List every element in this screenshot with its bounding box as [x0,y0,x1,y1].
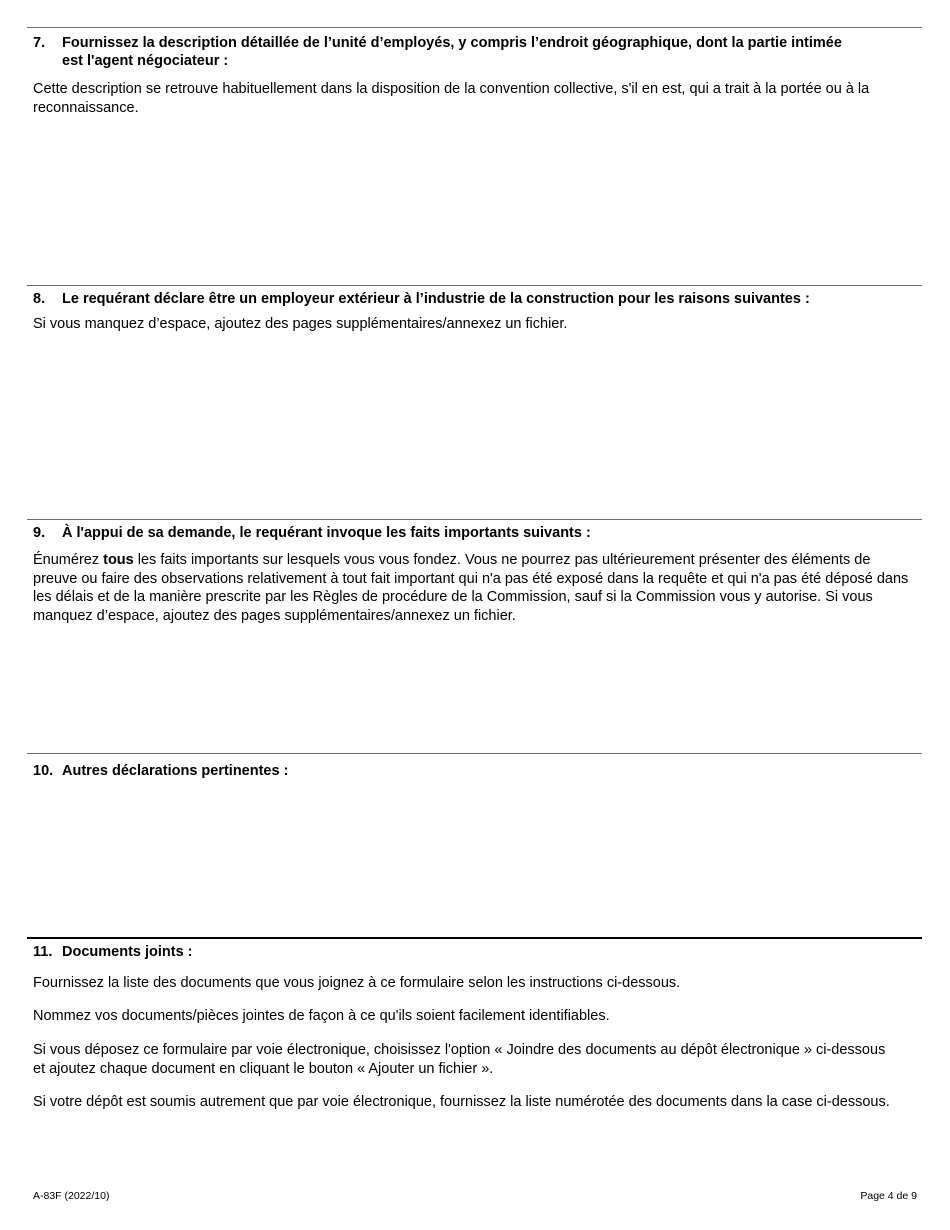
section-11-paragraph-2: Nommez vos documents/pièces jointes de façon à ce qu'ils soient facilement identifiables. [33,1008,610,1024]
section-11-title [33,943,913,961]
section-8-response-field[interactable] [30,338,920,516]
section-7-title-line1: Fournissez la description détaillée de l’unité d’employés, y compris l’endroit géographique, dont la partie intimée [62,35,842,51]
section-9-response-field[interactable] [30,630,920,750]
section-7-divider [27,27,922,28]
section-8-title-text: Le requérant déclare être un employeur extérieur à l’industrie de la construction pour les raisons suivantes : [62,291,810,307]
section-10-response-field[interactable] [30,786,920,934]
section-9-title-text: À l'appui de sa demande, le requérant invoque les faits importants suivants : [62,525,591,541]
section-11-paragraph-1: Fournissez la liste des documents que vous joignez à ce formulaire selon les instructions ci-dessous. [33,975,681,991]
section-8-number: 8. [33,291,46,307]
section-11-title-text: Documents joints : [62,944,193,960]
section-9-instructions-bold: tous [103,552,134,568]
section-8-instructions: Si vous manquez d’espace, ajoutez des pages supplémentaires/annexez un fichier. [33,316,568,332]
section-9-instructions [33,551,918,625]
section-11-number: 11. [33,944,53,960]
section-10-title-text: Autres déclarations pertinentes : [62,763,289,779]
section-10-divider [27,753,922,754]
section-11-divider [27,937,922,939]
section-9-title [33,524,913,542]
section-7-instructions: Cette description se retrouve habituellement dans la disposition de la convention collective, s'il en est, qui a trait à la portée ou à la reconnaissance. [33,81,870,116]
section-7-number: 7. [33,35,46,51]
section-11-paragraph-4: Si votre dépôt est soumis autrement que par voie électronique, fournissez la liste numérotée des documents dans la case ci-dessous. [33,1094,890,1110]
form-identifier: A-83F (2022/10) [33,1190,110,1202]
section-7-response-field[interactable] [30,122,920,282]
section-10-title [33,762,913,780]
section-8-title [33,290,913,308]
section-9-instructions-pre: Énumérez [33,552,104,568]
section-9-instructions-post: les faits importants sur lesquels vous vous fondez. Vous ne pourrez pas ultérieurement présenter des éléments de preuve ou faire des observations relativement à tout fait important qui n'a pas été exposé dans la requête et qui n'a pas été déposé dans les délais et de la manière prescrite par les Règles de procédure de la Commission, sauf si la Commission vous y autorise. Si vous manquez d’espace, ajoutez des pages supplémentaires/annexez un fichier. [33,552,909,624]
section-9-number: 9. [33,525,46,541]
section-8-divider [27,285,922,286]
section-7-title [33,34,913,70]
section-11-paragraph-3: Si vous déposez ce formulaire par voie électronique, choisissez l'option « Joindre des documents au dépôt électronique » ci-dessous et ajoutez chaque document en cliquant le bouton « Ajouter un fichier ». [33,1042,886,1077]
section-10-number: 10. [33,763,54,779]
page-number: Page 4 de 9 [860,1190,917,1202]
section-7-title-line2: est l'agent négociateur : [62,53,229,69]
section-9-divider [27,519,922,520]
